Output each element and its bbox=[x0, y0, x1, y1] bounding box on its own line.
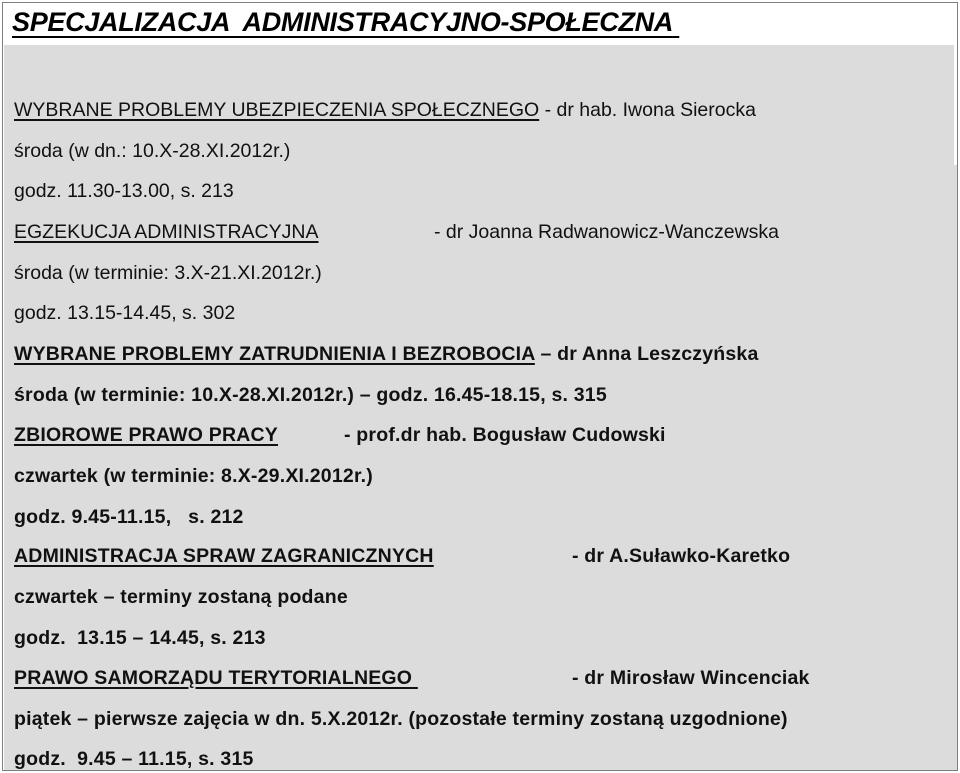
course-2-name: EGZEKUCJA ADMINISTRACYJNA bbox=[14, 221, 319, 243]
course-6-header bbox=[14, 667, 914, 693]
document-frame bbox=[2, 2, 958, 771]
course-6-day: piątek – pierwsze zajęcia w dn. 5.X.2012r. (pozostałe terminy zostaną uzgodnione) bbox=[14, 708, 788, 730]
panel-edge bbox=[954, 45, 958, 165]
course-5-time: godz. 13.15 – 14.45, s. 213 bbox=[14, 627, 266, 649]
course-3-day: środa (w terminie: 10.X-28.XI.2012r.) – godz. 16.45-18.15, s. 315 bbox=[14, 384, 607, 406]
course-4-day: czwartek (w terminie: 8.X-29.XI.2012r.) bbox=[14, 465, 373, 487]
course-2-lecturer: - dr Joanna Radwanowicz-Wanczewska bbox=[434, 221, 780, 243]
course-2-day: środa (w terminie: 3.X-21.XI.2012r.) bbox=[14, 262, 322, 284]
course-4-time: godz. 9.45-11.15, s. 212 bbox=[14, 506, 244, 528]
course-5-lecturer: - dr A.Suławko-Karetko bbox=[572, 545, 791, 567]
course-1-header bbox=[14, 99, 756, 122]
course-5-day: czwartek – terminy zostaną podane bbox=[14, 586, 348, 608]
course-1-day: środa (w dn.: 10.X-28.XI.2012r.) bbox=[14, 140, 291, 162]
page-title-text: SPECJALIZACJA ADMINISTRACYJNO-SPOŁECZNA bbox=[12, 7, 673, 37]
course-1-name: WYBRANE PROBLEMY UBEZPIECZENIA SPOŁECZNEGO bbox=[14, 99, 540, 121]
course-5-header bbox=[14, 545, 914, 571]
course-1-time: godz. 11.30-13.00, s. 213 bbox=[14, 180, 234, 202]
course-4-lecturer: - prof.dr hab. Bogusław Cudowski bbox=[344, 424, 666, 446]
course-4-header bbox=[14, 424, 914, 450]
course-2-time: godz. 13.15-14.45, s. 302 bbox=[14, 302, 236, 324]
course-6-name: PRAWO SAMORZĄDU TERYTORIALNEGO bbox=[14, 667, 418, 689]
course-6-lecturer: - dr Mirosław Wincenciak bbox=[572, 667, 810, 689]
course-2-header bbox=[14, 221, 914, 247]
course-5-name: ADMINISTRACJA SPRAW ZAGRANICZNYCH bbox=[14, 545, 434, 567]
course-6-time: godz. 9.45 – 11.15, s. 315 bbox=[14, 748, 254, 770]
schedule-panel bbox=[4, 45, 957, 771]
course-3-lecturer: – dr Anna Leszczyńska bbox=[534, 343, 759, 365]
course-1-lecturer: - dr hab. Iwona Sierocka bbox=[539, 99, 756, 121]
course-3-header bbox=[14, 343, 759, 366]
page-title bbox=[12, 7, 679, 38]
page-title-tail bbox=[672, 7, 679, 37]
course-4-name: ZBIOROWE PRAWO PRACY bbox=[14, 424, 279, 446]
course-3-name: WYBRANE PROBLEMY ZATRUDNIENIA I BEZROBOCIA bbox=[14, 343, 535, 365]
